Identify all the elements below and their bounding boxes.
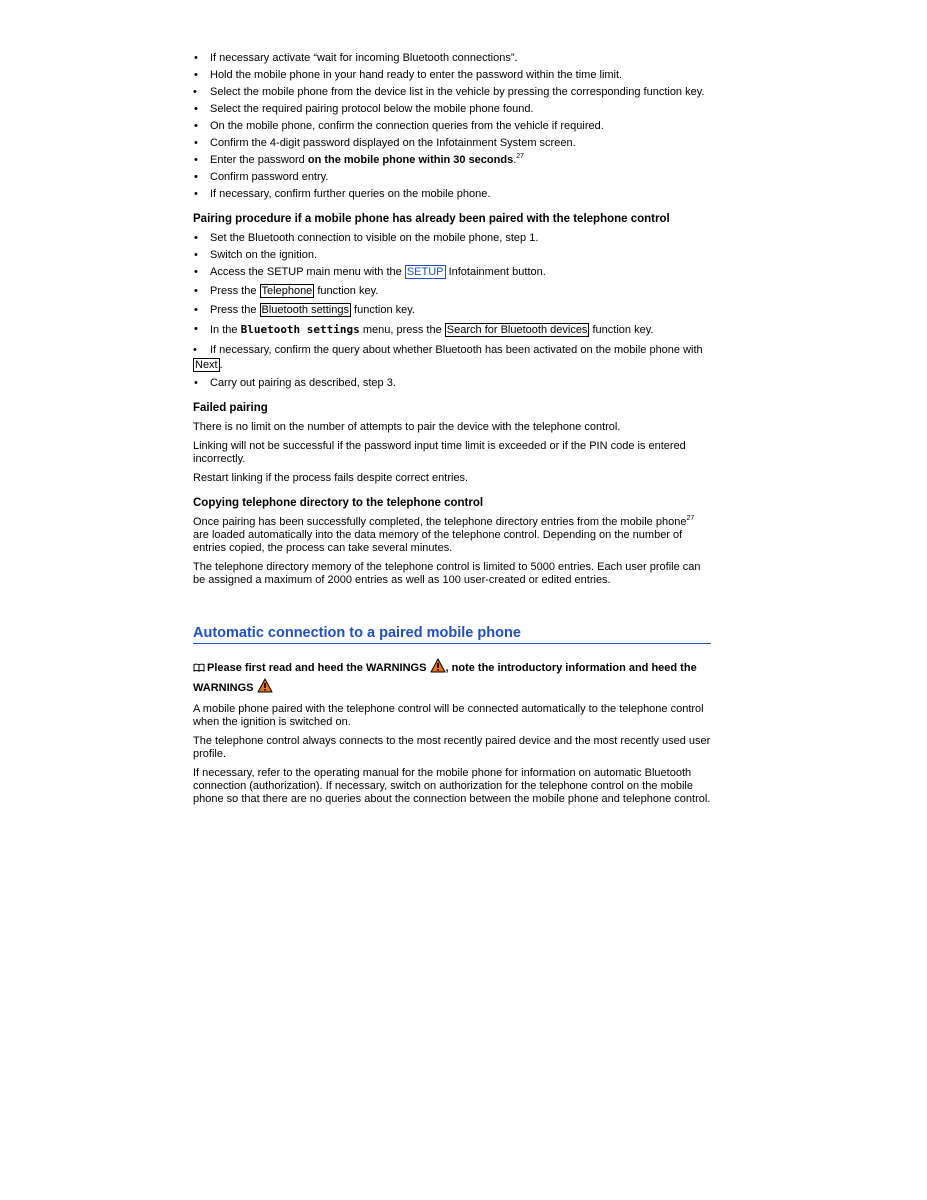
warnings-text: Please first read and heed the WARNINGS <box>207 662 430 674</box>
list-item-text: function key. <box>589 324 654 336</box>
already-paired-list <box>193 232 711 390</box>
footnote-ref[interactable]: 27 <box>516 153 525 160</box>
list-item: • If necessary, confirm further queries on the mobile phone. <box>193 188 711 201</box>
warnings-notice <box>193 658 711 698</box>
paragraph-text: Once pairing has been successfully completed, the telephone directory entries from the mobile phone <box>193 516 687 528</box>
list-item: • Confirm password entry. <box>193 171 711 184</box>
search-bluetooth-devices-key[interactable]: Search for Bluetooth devices <box>446 324 588 336</box>
next-key[interactable]: Next <box>195 359 218 371</box>
bluetooth-settings-menu-name: Bluetooth settings <box>240 323 360 336</box>
list-item <box>193 154 711 167</box>
paragraph: A mobile phone paired with the telephone control will be connected automatically to the telephone control when the ignition is switched on. <box>193 703 704 728</box>
bluetooth-settings-key[interactable]: Bluetooth settings <box>261 304 349 316</box>
paragraph: The telephone control always connects to the most recently paired device and the most recently used user profile. <box>193 735 711 760</box>
warning-icon[interactable] <box>257 678 273 698</box>
list-item: • Switch on the ignition. <box>193 249 711 262</box>
section-heading-copy-directory: Copying telephone directory to the telephone control <box>193 497 484 509</box>
list-item-text: Press the <box>210 285 260 297</box>
paragraph: Linking will not be successful if the password input time limit is exceeded or if the PIN code is entered incorrectly. <box>193 440 686 465</box>
list-item: • If necessary activate “wait for incoming Bluetooth connections”. <box>193 52 711 65</box>
list-item-text: Infotainment button. <box>445 266 546 278</box>
list-item: • Hold the mobile phone in your hand ready to enter the password within the time limit. <box>193 69 711 82</box>
list-item-text: function key. <box>350 304 415 316</box>
list-item-text: Press the <box>210 304 260 316</box>
list-item-text: . <box>219 359 223 371</box>
list-item: • Select the mobile phone from the device list in the vehicle by pressing the corresponding function key. <box>193 86 711 99</box>
list-item <box>193 285 711 298</box>
list-item-text: Access the SETUP main menu with the <box>210 266 405 278</box>
pairing-steps-list <box>193 52 711 201</box>
warnings-text: , note the introductory information and heed the WARNINGS <box>193 662 697 694</box>
list-item <box>193 304 711 317</box>
paragraph: If necessary, refer to the operating manual for the mobile phone for information on automatic Bluetooth connection (authorization). If necessary, switch on authorization for the telephone control on the mobile phone so that there are no queries about the connection between the mobile phone and telephone control. <box>193 767 711 805</box>
list-item-text: Enter the password <box>210 154 308 166</box>
setup-key[interactable]: SETUP <box>406 266 444 278</box>
paragraph <box>193 516 711 555</box>
section-title-automatic-connection: Automatic connection to a paired mobile phone <box>193 624 711 644</box>
list-item: • Select the required pairing protocol below the mobile phone found. <box>193 103 711 116</box>
paragraph: The telephone directory memory of the telephone control is limited to 5000 entries. Each user profile can be assigned a maximum of 2000 entries as well as 100 user-created or edited entries. <box>193 561 701 586</box>
section-heading-failed-pairing: Failed pairing <box>193 402 268 414</box>
document-page <box>193 52 711 812</box>
list-item-text: If necessary, confirm the query about whether Bluetooth has been activated on the mobile phone with <box>210 344 703 356</box>
paragraph: There is no limit on the number of attempts to pair the device with the telephone control. <box>193 421 621 433</box>
book-icon <box>193 661 205 677</box>
list-item-text: function key. <box>314 285 379 297</box>
paragraph: Restart linking if the process fails despite correct entries. <box>193 472 469 484</box>
section-heading-already-paired: Pairing procedure if a mobile phone has already been paired with the telephone control <box>193 213 670 225</box>
footnote-ref[interactable]: 27 <box>686 515 695 522</box>
list-item-bold: on the mobile phone within 30 seconds <box>307 154 514 166</box>
telephone-key[interactable]: Telephone <box>261 285 313 297</box>
list-item <box>193 323 711 337</box>
list-item: • Confirm the 4-digit password displayed on the Infotainment System screen. <box>193 137 711 150</box>
list-item-text: In the <box>210 324 241 336</box>
list-item: • Set the Bluetooth connection to visible on the mobile phone, step 1. <box>193 232 711 245</box>
list-item-text: menu, press the <box>359 324 445 336</box>
list-item-text: . <box>513 154 517 166</box>
list-item <box>193 266 711 279</box>
list-item <box>193 343 711 373</box>
list-item: • On the mobile phone, confirm the connection queries from the vehicle if required. <box>193 120 711 133</box>
list-item: • Carry out pairing as described, step 3. <box>193 377 711 390</box>
paragraph-text: are loaded automatically into the data memory of the telephone control. Depending on the number of entries copied, the process can take several minutes. <box>193 529 683 554</box>
warning-icon[interactable] <box>430 658 446 678</box>
